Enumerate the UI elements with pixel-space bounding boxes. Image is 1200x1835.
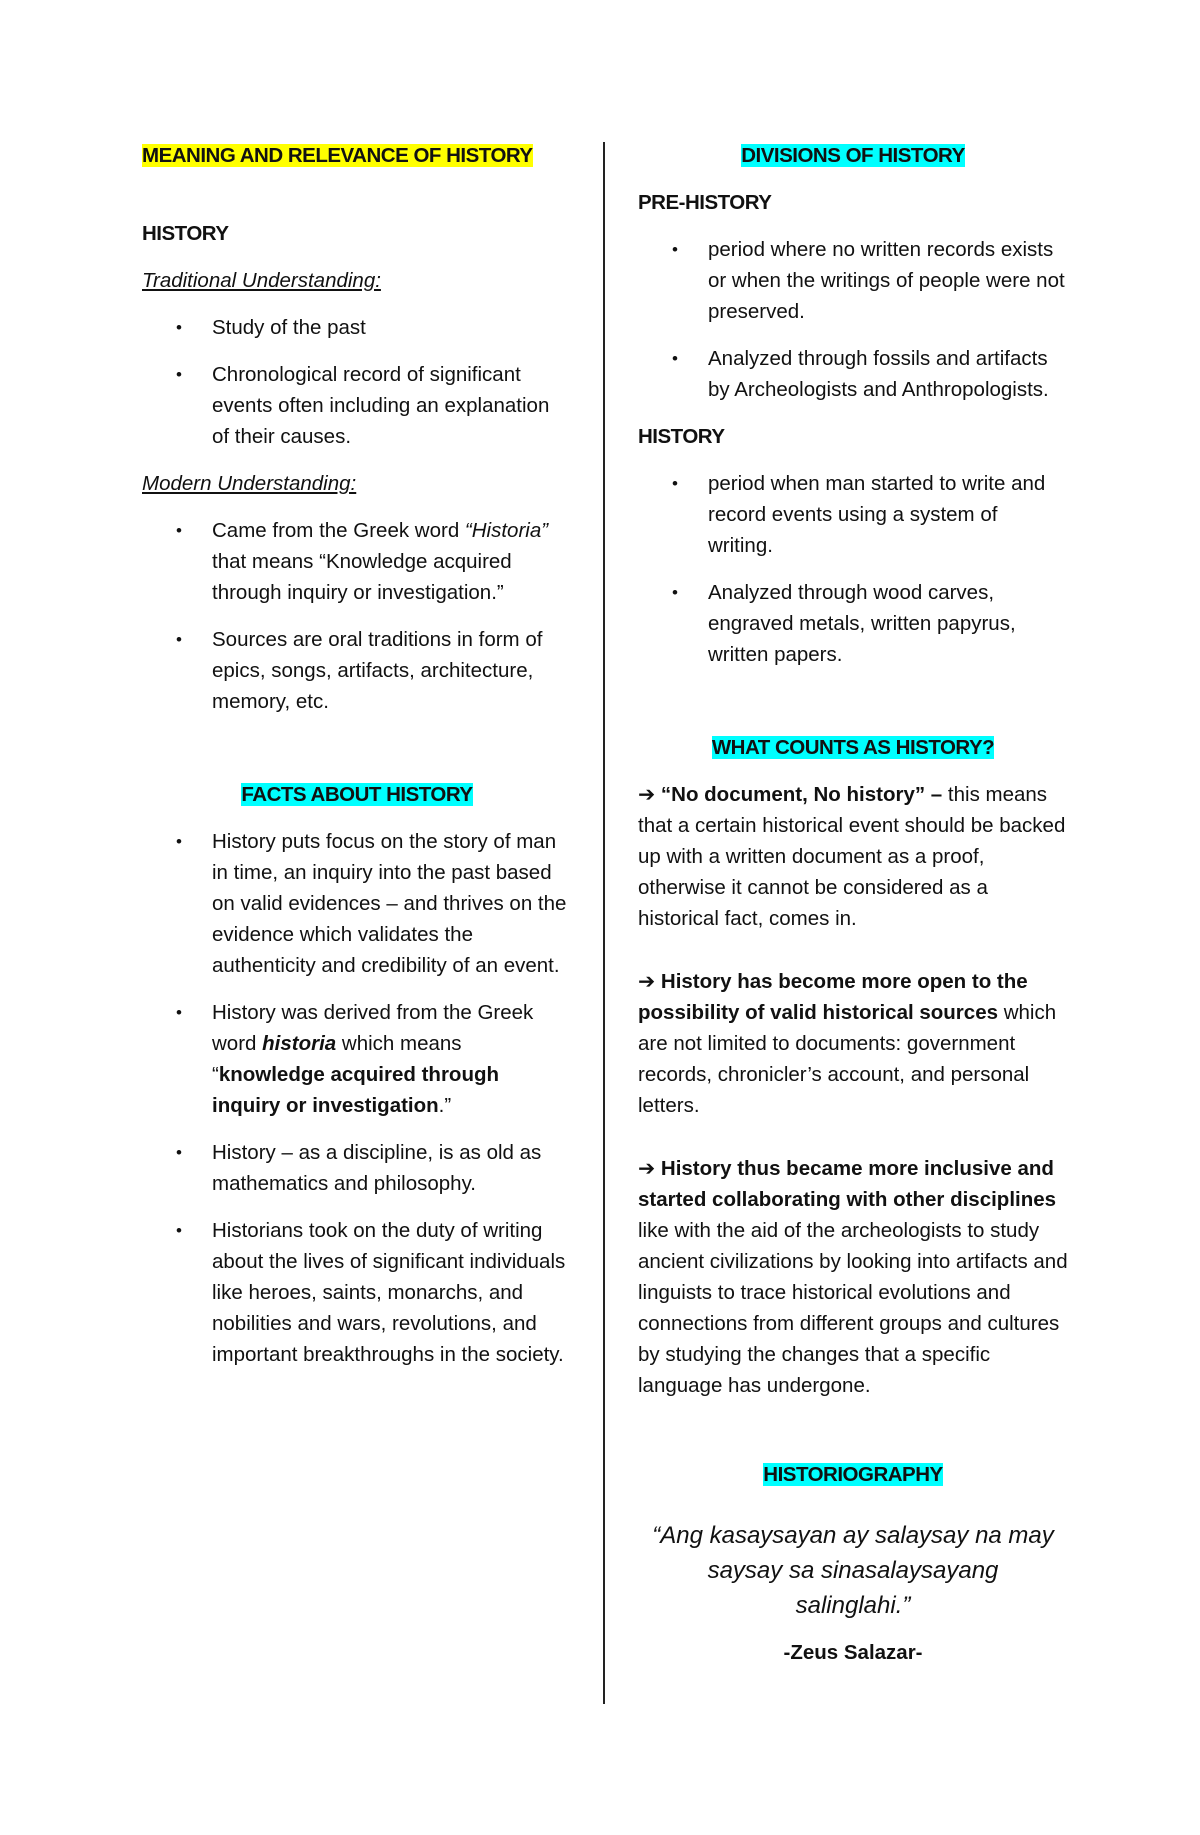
meaning-heading: MEANING AND RELEVANCE OF HISTORY (142, 144, 533, 167)
column-divider (603, 142, 605, 1704)
list-item: • period where no written records exists or when the writings of people were not preserved. (638, 234, 1068, 327)
counts-paragraph-1: ➔ “No document, No history” – this means that a certain historical event should be backed up with a written document as a proof, otherwise it cannot be considered as a historical fact, comes in. (638, 783, 1066, 930)
traditional-list (142, 312, 572, 452)
history-label: HISTORY (638, 425, 725, 448)
history-list (638, 468, 1068, 670)
list-item: • Sources are oral traditions in form of epics, songs, artifacts, architecture, memory, etc. (142, 624, 572, 717)
arrow-icon: ➔ (638, 970, 656, 993)
list-item: • Historians took on the duty of writing about the lives of significant individuals like heroes, saints, monarchs, and nobilities and wars, revolutions, and important breakthroughs in the society. (142, 1215, 572, 1370)
historiography-heading: HISTORIOGRAPHY (763, 1463, 943, 1486)
counts-heading: WHAT COUNTS AS HISTORY? (711, 736, 995, 759)
list-item: • Chronological record of significant events often including an explanation of their causes. (142, 359, 572, 452)
list-item: • Analyzed through wood carves, engraved metals, written papyrus, written papers. (638, 577, 1068, 670)
traditional-label: Traditional Understanding: (142, 269, 381, 292)
prehistory-list (638, 234, 1068, 405)
modern-list (142, 515, 572, 717)
divisions-heading: DIVISIONS OF HISTORY (741, 144, 965, 167)
arrow-icon: ➔ (638, 783, 656, 806)
modern-label: Modern Understanding: (142, 472, 357, 495)
arrow-icon: ➔ (638, 1157, 656, 1180)
list-item: • period when man started to write and record events using a system of writing. (638, 468, 1068, 561)
list-item: • Analyzed through fossils and artifacts by Archeologists and Anthropologists. (638, 343, 1068, 405)
facts-heading: FACTS ABOUT HISTORY (241, 783, 473, 806)
list-item: • History puts focus on the story of man in time, an inquiry into the past based on valid evidences – and thrives on the evidence which validates the authenticity and credibility of an event. (142, 826, 572, 981)
historiography-quote: “Ang kasaysayan ay salaysay na may saysay sa sinasalaysayang salinglahi.” (652, 1522, 1054, 1619)
list-item: • History – as a discipline, is as old as mathematics and philosophy. (142, 1137, 572, 1199)
history-subheading: HISTORY (142, 222, 229, 245)
counts-paragraph-3: ➔ History thus became more inclusive and started collaborating with other disciplines like with the aid of the archeologists to study ancient civilizations by looking into artifacts and linguists to trace historical evolutions and connections from different groups and cultures by studying the changes that a specific language has undergone. (638, 1157, 1068, 1397)
left-column (142, 140, 572, 1386)
prehistory-label: PRE-HISTORY (638, 191, 772, 214)
right-column (638, 140, 1068, 1668)
list-item: • Came from the Greek word “Historia” that means “Knowledge acquired through inquiry or investigation.” (142, 515, 572, 608)
counts-paragraph-2: ➔ History has become more open to the possibility of valid historical sources which are not limited to documents: government records, chronicler’s account, and personal letters. (638, 970, 1057, 1117)
list-item: • History was derived from the Greek word historia which means “knowledge acquired through inquiry or investigation.” (142, 997, 572, 1121)
facts-list (142, 826, 572, 1370)
quote-author: -Zeus Salazar- (783, 1641, 923, 1664)
list-item: • Study of the past (142, 312, 572, 343)
